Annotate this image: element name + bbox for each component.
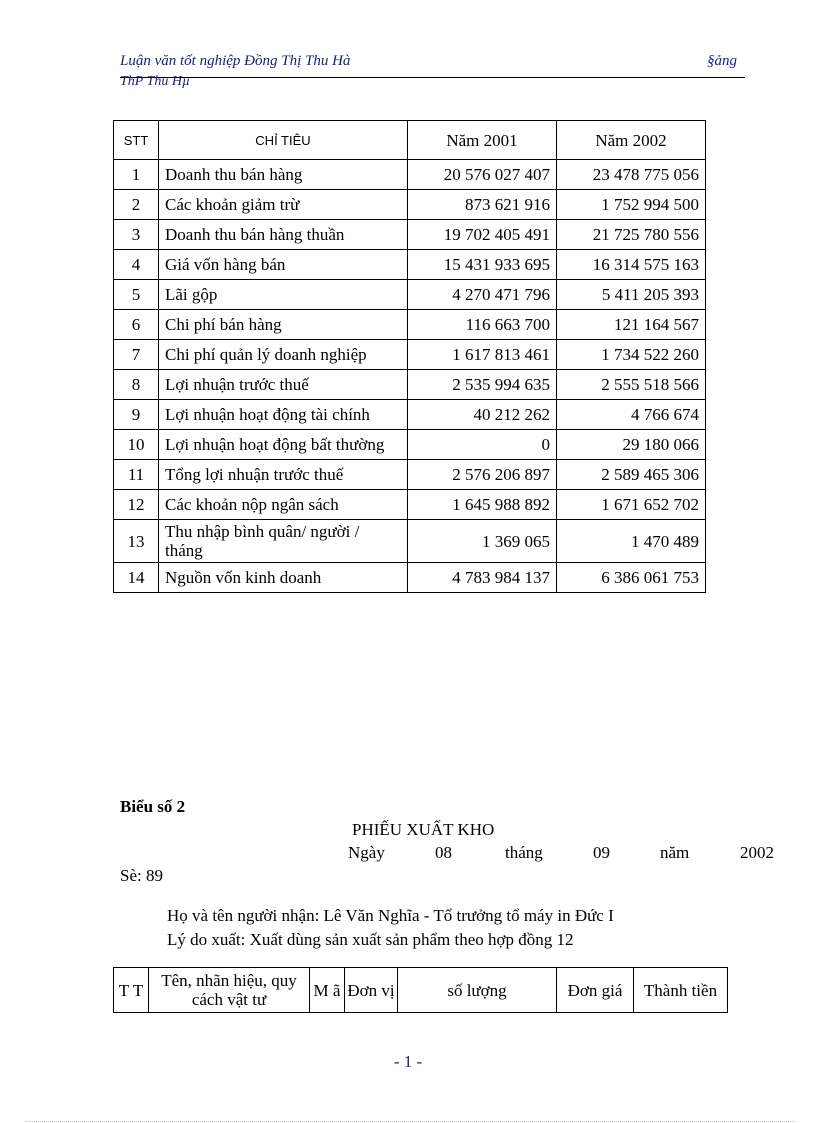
row-indicator: Chi phí quản lý doanh nghiệp [159,340,408,370]
table-row [114,250,706,280]
slip-col-unit: Đơn vị [345,968,398,1013]
table-row [114,490,706,520]
header-indicator: CHỈ TIÊU [159,121,408,160]
row-stt: 10 [114,430,159,460]
row-indicator: Tổng lợi nhuận trước thuế [159,460,408,490]
row-stt: 11 [114,460,159,490]
row-value-2002: 21 725 780 556 [557,220,706,250]
header-year-2002: Năm 2002 [557,121,706,160]
date-day: 08 [435,843,452,862]
row-value-2001: 2 576 206 897 [408,460,557,490]
row-stt: 7 [114,340,159,370]
row-value-2001: 4 270 471 796 [408,280,557,310]
row-value-2001: 1 617 813 461 [408,340,557,370]
row-value-2001: 40 212 262 [408,400,557,430]
table-row [114,370,706,400]
row-indicator: Lợi nhuận hoạt động tài chính [159,400,408,430]
row-value-2002: 29 180 066 [557,430,706,460]
row-indicator: Các khoản nộp ngân sách [159,490,408,520]
row-value-2001: 1 645 988 892 [408,490,557,520]
row-value-2001: 20 576 027 407 [408,160,557,190]
header-stt: STT [114,121,159,160]
page-number: - 1 - [393,1052,423,1071]
row-stt: 8 [114,370,159,400]
row-indicator: Doanh thu bán hàng thuần [159,220,408,250]
slip-col-tt: T T [114,968,149,1013]
row-value-2002: 23 478 775 056 [557,160,706,190]
row-value-2002: 1 671 652 702 [557,490,706,520]
header-title: Luận văn tốt nghiệp Đồng Thị Thu Hà [120,53,351,69]
row-value-2002: 4 766 674 [557,400,706,430]
recipient-line: Họ và tên người nhận: Lê Văn Nghĩa - Tổ trưởng tổ máy in Đức I [167,906,614,925]
row-value-2001: 0 [408,430,557,460]
reason-line: Lý do xuất: Xuất dùng sản xuất sản phẩm theo hợp đồng 12 [167,930,574,949]
row-indicator: Lãi gộp [159,280,408,310]
slip-col-amount: Thành tiền [634,968,728,1013]
table-header-row [114,121,706,160]
form-number: Biểu số 2 [120,797,186,816]
row-value-2001: 15 431 933 695 [408,250,557,280]
table-row [114,520,706,563]
header-year-2001: Năm 2001 [408,121,557,160]
row-value-2001: 873 621 916 [408,190,557,220]
slip-col-code: M ã [310,968,345,1013]
row-value-2001: 4 783 984 137 [408,563,557,593]
form-title: PHIẾU XUẤT KHO [352,820,495,839]
row-stt: 6 [114,310,159,340]
row-value-2001: 1 369 065 [408,520,557,563]
table-row [114,430,706,460]
slip-col-price: Đơn giá [557,968,634,1013]
row-value-2001: 116 663 700 [408,310,557,340]
row-indicator: Giá vốn hàng bán [159,250,408,280]
date-day-label: Ngày [348,843,385,862]
row-indicator: Chi phí bán hàng [159,310,408,340]
header-subtitle: ThP Thu Hµ [120,74,191,89]
table-row [114,280,706,310]
row-stt: 9 [114,400,159,430]
table-row [114,400,706,430]
table-row [114,160,706,190]
slip-header-row [114,968,728,1013]
row-indicator: Thu nhập bình quân/ người / tháng [159,520,408,563]
row-value-2002: 1 752 994 500 [557,190,706,220]
row-indicator: Nguồn vốn kinh doanh [159,563,408,593]
row-stt: 14 [114,563,159,593]
row-value-2002: 16 314 575 163 [557,250,706,280]
row-value-2002: 5 411 205 393 [557,280,706,310]
row-indicator: Các khoản giảm trừ [159,190,408,220]
date-year-label: năm [660,843,690,862]
date-year: 2002 [740,843,774,862]
row-stt: 1 [114,160,159,190]
table-row [114,460,706,490]
row-indicator: Doanh thu bán hàng [159,160,408,190]
slip-col-name: Tên, nhãn hiệu, quy cách vật tư [149,968,310,1013]
date-month: 09 [593,843,610,862]
row-stt: 12 [114,490,159,520]
row-stt: 4 [114,250,159,280]
row-value-2002: 2 555 518 566 [557,370,706,400]
row-stt: 3 [114,220,159,250]
row-value-2002: 2 589 465 306 [557,460,706,490]
row-stt: 5 [114,280,159,310]
row-indicator: Lợi nhuận hoạt động bất thường [159,430,408,460]
table-row [114,220,706,250]
slip-col-quantity: số lượng [398,968,557,1013]
row-value-2002: 1 734 522 260 [557,340,706,370]
row-value-2001: 19 702 405 491 [408,220,557,250]
page-bottom-divider [25,1121,795,1122]
table-row [114,190,706,220]
page-header [120,53,745,78]
table-row [114,340,706,370]
issue-slip-table [113,967,728,1013]
row-indicator: Lợi nhuận trước thuế [159,370,408,400]
row-value-2001: 2 535 994 635 [408,370,557,400]
date-month-label: tháng [505,843,543,862]
form-serial: Sè: 89 [120,866,163,885]
business-results-table [113,120,706,593]
table-row [114,563,706,593]
row-stt: 2 [114,190,159,220]
row-value-2002: 1 470 489 [557,520,706,563]
row-value-2002: 6 386 061 753 [557,563,706,593]
row-value-2002: 121 164 567 [557,310,706,340]
header-right: §ảng [707,53,737,69]
table-row [114,310,706,340]
table-body [114,160,706,593]
row-stt: 13 [114,520,159,563]
